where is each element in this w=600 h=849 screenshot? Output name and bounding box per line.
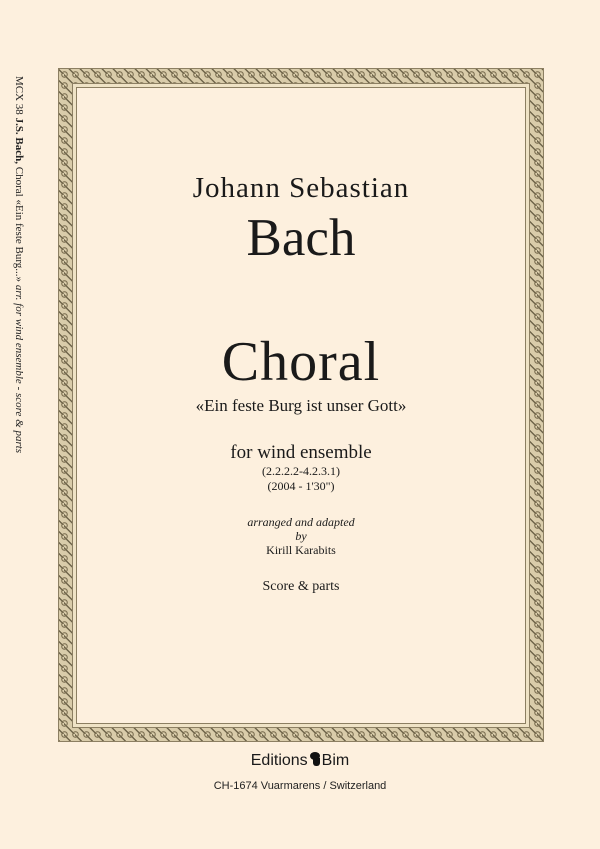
composer-first-name: Johann Sebastian xyxy=(192,172,410,204)
publisher-name-right: Bim xyxy=(321,752,350,769)
edition-format: Score & parts xyxy=(262,579,340,594)
spine-catalog: MCX 38 xyxy=(13,76,25,115)
arranger-name: Kirill Karabits xyxy=(266,543,336,557)
instrumentation-detail: (2.2.2.2-4.2.3.1) xyxy=(262,464,340,478)
spine-text xyxy=(13,76,24,453)
spine-description: arr. for wind ensemble - score & parts xyxy=(13,284,25,454)
publisher-address: CH-1674 Vuarmarens / Switzerland xyxy=(213,780,387,792)
work-subtitle: «Ein feste Burg ist unser Gott» xyxy=(195,396,407,415)
work-title: Choral xyxy=(221,331,381,393)
bim-logo-icon xyxy=(309,752,321,766)
spine-composer: J.S. Bach, xyxy=(13,117,25,165)
publisher-name-left: Editions xyxy=(250,752,308,769)
instrumentation-heading: for wind ensemble xyxy=(230,442,372,463)
spine-title: Choral «Ein feste Burg...» xyxy=(13,166,25,283)
by-label: by xyxy=(295,529,307,543)
year-duration: (2004 - 1'30") xyxy=(267,479,335,493)
composer-last-name: Bach xyxy=(246,209,356,267)
arranged-label: arranged and adapted xyxy=(247,515,355,529)
publisher-logo xyxy=(0,752,600,770)
